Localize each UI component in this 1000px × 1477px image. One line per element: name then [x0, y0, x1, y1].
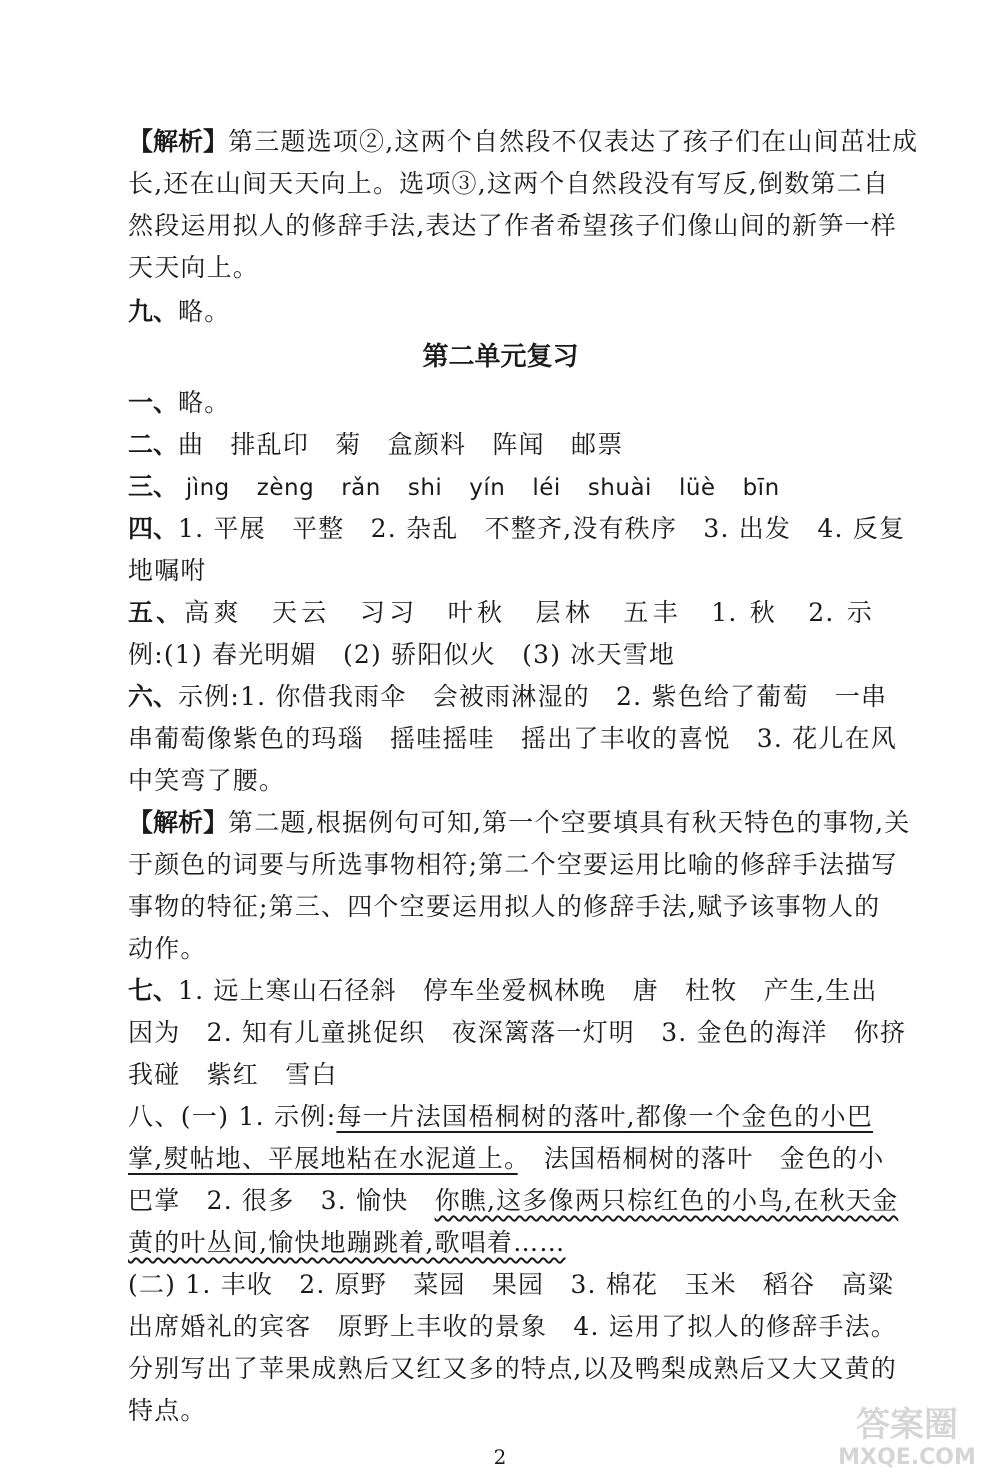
- analysis-paragraph-2: [128, 806, 911, 840]
- text-line: 我碰 紫红 雪白: [128, 1060, 338, 1089]
- item-text: 略。: [178, 297, 231, 326]
- wavy-underlined-sentence: 黄的叶丛间,愉快地蹦跳着,歌唱着……: [128, 1228, 566, 1257]
- watermark-title: 答案圈: [856, 1405, 958, 1445]
- answer-item-9: [128, 295, 873, 329]
- text-line: [128, 1226, 873, 1260]
- text-line: 中笑弯了腰。: [128, 766, 286, 795]
- answer-item-5: [128, 596, 873, 630]
- answer-item-7: [128, 974, 878, 1008]
- item-text: 法国梧桐树的落叶 金色的小: [517, 1144, 885, 1173]
- text-line: 因为 2. 知有儿童挑促织 夜深篱落一灯明 3. 金色的海洋 你挤: [128, 1018, 907, 1047]
- analysis-text: 第三题选项②,这两个自然段不仅表达了孩子们在山间茁壮成: [228, 127, 919, 156]
- answer-item-8-part-2: (二) 1. 丰收 2. 原野 菜园 果园 3. 棉花 玉米 稻谷 高粱: [128, 1270, 895, 1299]
- text-line: 特点。: [128, 1396, 207, 1425]
- text-line: 动作。: [128, 934, 207, 963]
- pinyin: jìng: [185, 475, 230, 501]
- underlined-sentence: 每一片法国梧桐树的落叶,都像一个金色的小巴: [336, 1102, 874, 1131]
- item-text: 巴掌 2. 很多 3. 愉快: [128, 1186, 435, 1215]
- analysis-text: 第二题,根据例句可知,第一个空要填具有秋天特色的事物,关: [228, 808, 911, 837]
- text-line: 例:(1) 春光明媚 (2) 骄阳似火 (3) 冰天雪地: [128, 640, 676, 669]
- item-number: 六、: [128, 682, 179, 711]
- text-line: [128, 1142, 885, 1176]
- answer-item-3: [128, 470, 873, 505]
- pinyin: zèng: [256, 475, 315, 501]
- text-line: 地嘱咐: [128, 556, 207, 585]
- item-number: 二、: [128, 430, 179, 459]
- item-number: 九、: [128, 297, 179, 326]
- analysis-tag: 【解析】: [128, 808, 229, 837]
- text-line: 分别写出了苹果成熟后又红又多的特点,以及鸭梨成熟后又大又黄的: [128, 1354, 897, 1383]
- item-number: 五、: [128, 598, 185, 627]
- pinyin: rǎn: [341, 475, 381, 501]
- item-text: 1. 远上寒山石径斜 停车坐爱枫林晚 唐 杜牧 产生,生出: [178, 976, 878, 1005]
- pinyin: shi: [407, 475, 443, 501]
- analysis-paragraph-1: [128, 125, 919, 159]
- section-heading: 第二单元复习: [422, 342, 579, 372]
- text-line: 串葡萄像紫色的玛瑙 摇哇摇哇 摇出了丰收的喜悦 3. 花儿在风: [128, 724, 898, 753]
- text-line: 天天向上。: [128, 253, 260, 282]
- pinyin: léi: [532, 475, 561, 501]
- answer-item-2: [128, 428, 873, 462]
- item-number: 一、: [128, 388, 179, 417]
- item-text: 高爽 天云 习习 叶秋 层林 五丰 1. 秋 2. 示: [184, 598, 873, 627]
- item-number: 三、: [128, 472, 179, 501]
- item-number: 四、: [128, 514, 179, 543]
- analysis-tag: 【解析】: [128, 127, 229, 156]
- answer-item-6: [128, 680, 888, 714]
- item-text: 示例:1. 你借我雨伞 会被雨淋湿的 2. 紫色给了葡萄 一串: [178, 682, 888, 711]
- pinyin: yín: [469, 475, 506, 501]
- pinyin: lüè: [678, 475, 716, 501]
- answer-item-1: [128, 386, 873, 420]
- text-line: 长,还在山间天天向上。选项③,这两个自然段没有写反,倒数第二自: [128, 169, 890, 198]
- watermark-logo: [832, 1398, 982, 1470]
- text-line: 于颜色的词要与所选事物相符;第二个空要运用比喻的修辞手法描写: [128, 850, 898, 879]
- page-number: 2: [493, 1445, 507, 1469]
- item-number: 七、: [128, 976, 179, 1005]
- item-text: 1. 平展 平整 2. 杂乱 不整齐,没有秩序 3. 出发 4. 反复: [178, 514, 906, 543]
- watermark-url: MXQE.COM: [838, 1445, 976, 1470]
- pinyin-list: [178, 475, 807, 501]
- wavy-underlined-sentence: 你瞧,这多像两只棕红色的小鸟,在秋天金: [434, 1186, 899, 1215]
- answer-item-8: [128, 1100, 873, 1134]
- pinyin: shuài: [587, 475, 652, 501]
- text-line: 然段运用拟人的修辞手法,表达了作者希望孩子们像山间的新笋一样: [128, 211, 897, 240]
- underlined-sentence: 掌,熨帖地、平展地粘在水泥道上。: [128, 1144, 518, 1173]
- item-text: 曲 排乱印 菊 盒颜料 阵闻 邮票: [178, 430, 624, 459]
- text-line: [128, 1184, 899, 1218]
- pinyin: bīn: [742, 475, 780, 501]
- item-text: 略。: [178, 388, 231, 417]
- item-prefix: 八、(一) 1. 示例:: [128, 1102, 337, 1131]
- answer-item-4: [128, 512, 906, 546]
- text-line: 出席婚礼的宾客 原野上丰收的景象 4. 运用了拟人的修辞手法。: [128, 1312, 898, 1341]
- text-line: 事物的特征;第三、四个空要运用拟人的修辞手法,赋予该事物人的: [128, 892, 881, 921]
